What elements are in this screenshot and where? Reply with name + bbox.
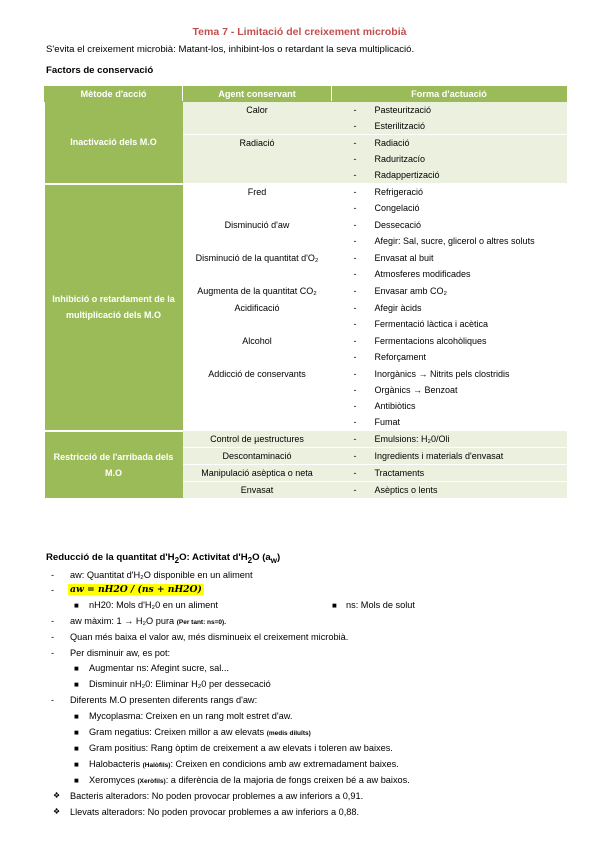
agent-cell: Fred bbox=[183, 184, 332, 217]
xeromyces-item: Xeromyces (Xeròfils): a diferència de la majoria de fongs creixen bé a aw baixos. bbox=[89, 775, 410, 785]
table-row bbox=[45, 184, 567, 217]
form-item: - Dessecació bbox=[354, 217, 567, 233]
form-item: - Fumat bbox=[354, 414, 567, 430]
form-cell bbox=[332, 184, 567, 217]
form-item: - Envasat al buit bbox=[354, 250, 567, 266]
gram-negative-item: Gram negatius: Creixen millor a aw elevats (medis diluïts) bbox=[89, 727, 311, 737]
aw-decrease-note: Quan més baixa el valor aw, més disminueix el creixement microbià. bbox=[70, 632, 349, 642]
bullet-icon: ■ bbox=[74, 712, 79, 721]
table-row bbox=[45, 102, 567, 135]
form-cell bbox=[332, 431, 567, 448]
table-header-row bbox=[45, 87, 567, 102]
bacteria-spoilage: Bacteris alteradors: No poden provocar problemes a aw inferiors a 0,91. bbox=[70, 791, 364, 801]
method-cell: Inactivació dels M.O bbox=[45, 102, 183, 184]
form-cell bbox=[332, 448, 567, 465]
agent-cell: Addicció de conservants bbox=[183, 366, 332, 431]
aw-decrease-methods: Per disminuir aw, es pot: bbox=[70, 648, 171, 658]
halobacteria-item: Halobacteris (Halòfils): Creixen en condicions amb aw extremadament baixes. bbox=[89, 759, 399, 769]
form-item: - Esterilització bbox=[354, 118, 567, 134]
form-cell bbox=[332, 283, 567, 300]
form-cell bbox=[332, 482, 567, 499]
form-cell bbox=[332, 102, 567, 135]
form-item: - Orgànics → Benzoat bbox=[354, 382, 567, 398]
agent-cell: Disminució de la quantitat d'O₂ bbox=[183, 250, 332, 283]
bullet-icon: ■ bbox=[74, 601, 79, 610]
bullet-icon: ■ bbox=[74, 760, 79, 769]
form-item: - Ingredients i materials d'envasat bbox=[354, 448, 567, 464]
agent-cell: Acidificació bbox=[183, 300, 332, 333]
form-item: - Fermentacions alcohòliques bbox=[354, 333, 567, 349]
agent-cell: Augmenta de la quantitat CO₂ bbox=[183, 283, 332, 300]
form-cell bbox=[332, 366, 567, 431]
header-method: Mètode d'acció bbox=[45, 87, 183, 102]
form-cell bbox=[332, 250, 567, 283]
method-cell: Restricció de l'arribada dels M.O bbox=[45, 431, 183, 499]
bullet-icon: ■ bbox=[74, 776, 79, 785]
form-item: - Radappertizació bbox=[354, 167, 567, 183]
form-cell bbox=[332, 300, 567, 333]
mo-ranges: Diferents M.O presenten diferents rangs d'aw: bbox=[70, 695, 258, 705]
bullet-icon: ■ bbox=[74, 728, 79, 737]
form-item: - Afegir àcids bbox=[354, 300, 567, 316]
agent-cell: Control de µestructures bbox=[183, 431, 332, 448]
method-cell: Inhibició o retardament de la multiplicació dels M.O bbox=[45, 184, 183, 431]
aw-section-heading: Reducció de la quantitat $d'H_2O$: Activitat $d'H_2O$ $(a_w)$ bbox=[46, 552, 281, 565]
form-item: - Pasteurització bbox=[354, 102, 567, 118]
form-item: - Atmosferes modificades bbox=[354, 266, 567, 282]
yeast-spoilage: Llevats alteradors: No poden provocar problemes a aw inferiors a 0,88. bbox=[70, 807, 360, 817]
mycoplasma-item: Mycoplasma: Creixen en un rang molt estret d'aw. bbox=[89, 711, 293, 721]
agent-cell: Manipulació asèptica o neta bbox=[183, 465, 332, 482]
header-agent: Agent conservant bbox=[183, 87, 332, 102]
bullet-icon: ■ bbox=[332, 601, 337, 610]
document-page: Tema 7 - Limitació del creixement microbià S'evita el creixement microbià: Matant-los, inhibint-los o retardant la seva multiplicació. Factors de conservació Mètode d'acció Agent conservant Forma d'actuació Inactivació dels M.O Calor - Pasteurització - Esterilització Radiació - Radiació - Raduritzacío - Radappertizació Inhibició o retardament de la multiplicació dels M.O Fred - Refrigeració - Congelació Disminució d'aw - Dessecació - Afegir: Sal, sucre, glicerol o altres soluts Disminució de la quantitat d'O₂ - Envasat al buit - Atmosferes modificades Augmenta de la quantitat CO₂ - Envasar amb CO₂ Acidificació - Afegir àcids - Fermentació làctica i acètica Alcohol - Fermentacions alcohòliques - Reforçament Addicció de conservants - Inorgànics → Nitrits pels clostridis - Orgànics → Benzoat - Antibiòtics - Fumat Restricció de l'arribada dels M.O Control de µestructures - Emulsions: H₂0/Oli Descontaminació - Ingredients i materials d'envasat Manipulació asèptica o neta - Tractaments Envasat - Asèptics o lents Reducció de la quantitat $d'H_2O$: Activitat $d'H_2O$ $(a_w)$ - aw: Quantitat d'H₂O disponible en un aliment - aw = nH2O / (ns + nH2O) ■ nH20: Mols d'H₂0 en un aliment ■ ns: Mols de solut - aw màxim: 1 → H₂O pura (Per tant: ns=0). - Quan més baixa el valor aw, més disminueix el creixement microbià. - Per disminuir aw, es pot: ■ Augmentar ns: Afegint sucre, sal... ■ Disminuir nH₂0: Eliminar H₂0 per dessecació - Diferents M.O presenten diferents rangs d'aw: ■ Mycoplasma: Creixen en un rang molt estret d'aw. ■ Gram negatius: Creixen millor a aw elevats (medis diluïts) ■ Gram positius: Rang òptim de creixement a aw elevats i toleren aw baixes. ■ Halobacteris (Halòfils): Creixen en condicions amb aw extremadament baixes. ■ Xeromyces (Xeròfils): a diferència de la majoria de fongs creixen bé a aw baixos. ❖ Bacteris alteradors: No poden provocar problemes a aw inferiors a 0,91. ❖ Llevats alteradors: No poden provocar problemes a aw inferiors a 0,88. bbox=[0, 0, 599, 848]
form-item: - Inorgànics → Nitrits pels clostridis bbox=[354, 366, 567, 382]
ns-definition: ns: Mols de solut bbox=[346, 600, 415, 610]
agent-cell: Descontaminació bbox=[183, 448, 332, 465]
bullet-icon: ■ bbox=[74, 744, 79, 753]
decrease-nh2o: Disminuir nH₂0: Eliminar H₂0 per dessecació bbox=[89, 679, 271, 689]
header-form: Forma d'actuació bbox=[332, 87, 567, 102]
form-item: - Congelació bbox=[354, 200, 567, 216]
bullet-icon: ■ bbox=[74, 664, 79, 673]
form-item: - Emulsions: H₂0/Oli bbox=[354, 431, 567, 447]
form-item: - Envasar amb CO₂ bbox=[354, 283, 567, 299]
aw-formula: aw = nH2O / (ns + nH2O) bbox=[70, 584, 202, 595]
table-row bbox=[45, 431, 567, 448]
form-cell bbox=[332, 465, 567, 482]
agent-cell: Envasat bbox=[183, 482, 332, 499]
agent-cell: Radiació bbox=[183, 135, 332, 184]
nh2o-definition: nH20: Mols d'H₂0 en un aliment bbox=[89, 600, 218, 610]
agent-cell: Calor bbox=[183, 102, 332, 135]
aw-definition: aw: Quantitat d'H₂O disponible en un aliment bbox=[70, 570, 253, 580]
agent-cell: Alcohol bbox=[183, 333, 332, 366]
form-item: - Tractaments bbox=[354, 465, 567, 481]
form-item: - Raduritzacío bbox=[354, 151, 567, 167]
factors-heading: Factors de conservació bbox=[46, 65, 154, 76]
agent-cell: Disminució d'aw bbox=[183, 217, 332, 250]
conservation-table bbox=[44, 86, 567, 500]
increase-ns: Augmentar ns: Afegint sucre, sal... bbox=[89, 663, 229, 673]
form-item: - Afegir: Sal, sucre, glicerol o altres soluts bbox=[354, 233, 567, 249]
gram-positive-item: Gram positius: Rang òptim de creixement a aw elevats i toleren aw baixes. bbox=[89, 743, 393, 753]
diamond-bullet-icon: ❖ bbox=[53, 791, 61, 800]
form-item: - Reforçament bbox=[354, 349, 567, 365]
aw-max: aw màxim: 1 → H₂O pura (Per tant: ns=0). bbox=[70, 616, 227, 626]
bullet-icon: ■ bbox=[74, 680, 79, 689]
form-item: - Asèptics o lents bbox=[354, 482, 567, 498]
diamond-bullet-icon: ❖ bbox=[53, 807, 61, 816]
form-cell bbox=[332, 217, 567, 250]
form-item: - Antibiòtics bbox=[354, 398, 567, 414]
form-item: - Fermentació làctica i acètica bbox=[354, 316, 567, 332]
form-item: - Refrigeració bbox=[354, 184, 567, 200]
form-item: - Radiació bbox=[354, 135, 567, 151]
intro-text: S'evita el creixement microbià: Matant-los, inhibint-los o retardant la seva multiplicació. bbox=[46, 44, 415, 55]
form-cell bbox=[332, 333, 567, 366]
page-title: Tema 7 - Limitació del creixement microbià bbox=[192, 26, 407, 38]
form-cell bbox=[332, 135, 567, 184]
